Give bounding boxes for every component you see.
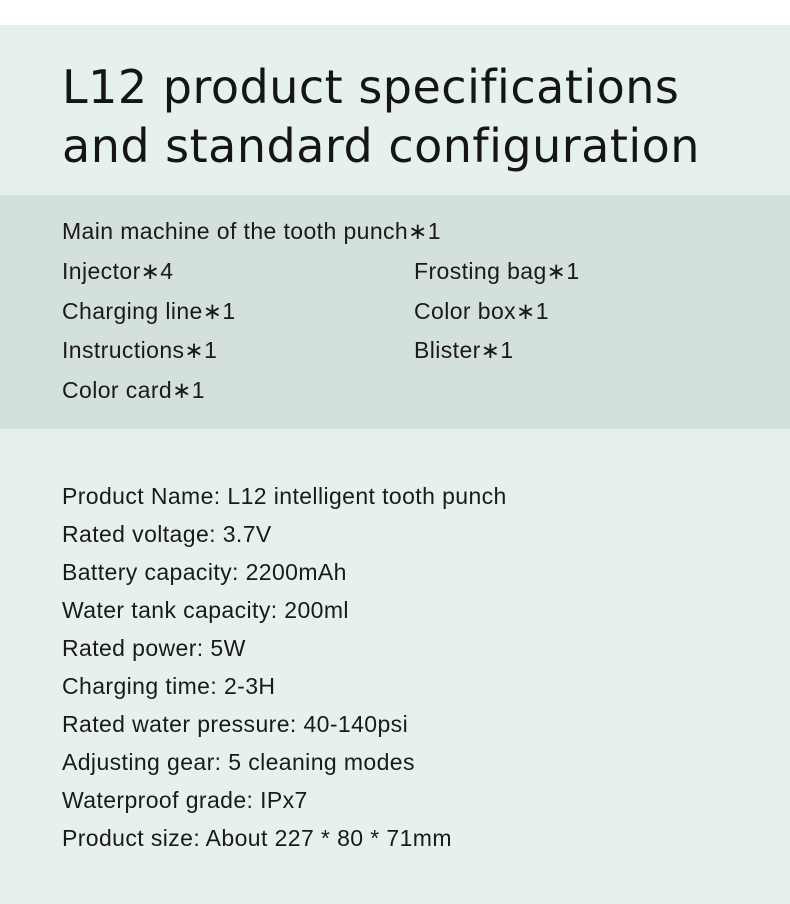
- config-injector: Injector∗4: [62, 258, 174, 284]
- spec-waterproof-grade: Waterproof grade: IPx7: [62, 787, 308, 813]
- standard-configuration-panel: [0, 195, 790, 429]
- page-title: [62, 58, 700, 176]
- specifications-list: [62, 477, 507, 857]
- config-main-machine: Main machine of the tooth punch∗1: [62, 218, 441, 244]
- spec-rated-water-pressure: Rated water pressure: 40-140psi: [62, 711, 409, 737]
- spec-adjusting-gear: Adjusting gear: 5 cleaning modes: [62, 749, 415, 775]
- spec-product-name: Product Name: L12 intelligent tooth punch: [62, 483, 507, 509]
- config-color-box: Color box∗1: [414, 298, 549, 324]
- spec-water-tank-capacity: Water tank capacity: 200ml: [62, 597, 349, 623]
- spec-rated-power: Rated power: 5W: [62, 635, 246, 661]
- config-charging-line: Charging line∗1: [62, 298, 236, 324]
- title-line-2: and standard configuration: [62, 119, 700, 173]
- spec-rated-voltage: Rated voltage: 3.7V: [62, 521, 272, 547]
- title-line-1: L12 product specifications: [62, 60, 680, 114]
- spec-battery-capacity: Battery capacity: 2200mAh: [62, 559, 347, 585]
- config-color-card: Color card∗1: [62, 377, 205, 403]
- spec-product-size: Product size: About 227 * 80 * 71mm: [62, 825, 452, 851]
- config-instructions: Instructions∗1: [62, 337, 218, 363]
- config-frosting-bag: Frosting bag∗1: [414, 258, 580, 284]
- top-white-strip: [0, 0, 790, 25]
- spec-charging-time: Charging time: 2-3H: [62, 673, 276, 699]
- config-blister: Blister∗1: [414, 337, 514, 363]
